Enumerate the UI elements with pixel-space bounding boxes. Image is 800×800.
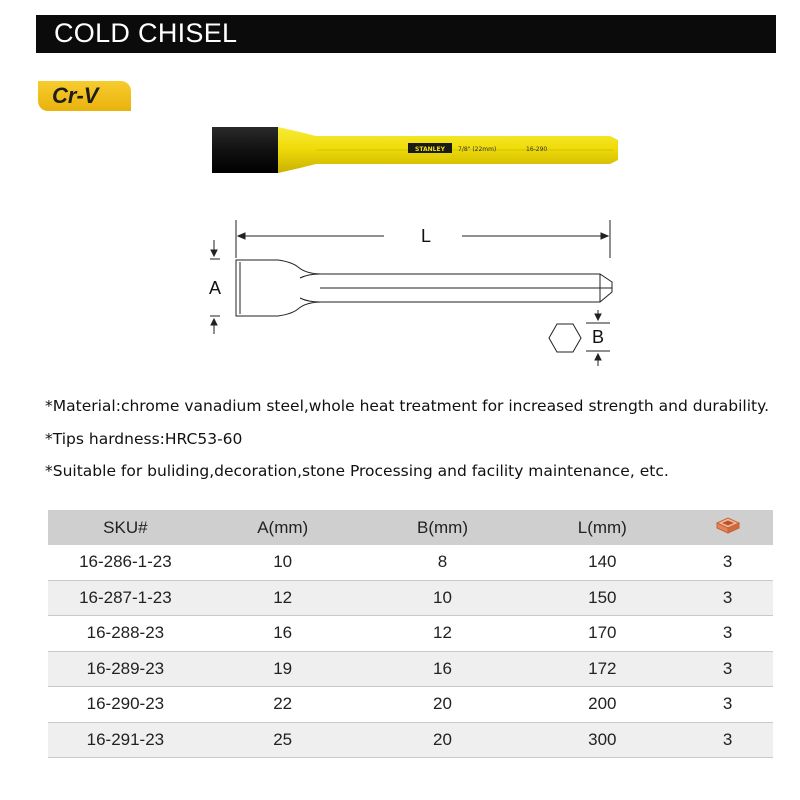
header-b: B(mm) <box>363 510 523 545</box>
size-mark: 7/8" (22mm) <box>458 146 497 153</box>
cell-sku: 16-286-1-23 <box>48 545 203 580</box>
note-material: *Material:chrome vanadium steel,whole heat treatment for increased strength and durability. <box>45 397 770 415</box>
cell-a: 12 <box>203 580 363 616</box>
chisel-tip <box>212 127 278 173</box>
spec-table <box>48 510 773 758</box>
cell-l: 172 <box>522 651 682 687</box>
cell-l: 140 <box>522 545 682 580</box>
title-bar <box>36 15 776 53</box>
cell-b: 10 <box>363 580 523 616</box>
cell-b: 8 <box>363 545 523 580</box>
table-row <box>48 651 773 687</box>
cell-a: 19 <box>203 651 363 687</box>
table-row <box>48 616 773 652</box>
cell-qty: 3 <box>682 722 773 758</box>
page-title: COLD CHISEL <box>54 18 238 48</box>
cell-a: 10 <box>203 545 363 580</box>
product-notes <box>45 390 769 488</box>
cell-sku: 16-287-1-23 <box>48 580 203 616</box>
cell-b: 16 <box>363 651 523 687</box>
cell-a: 22 <box>203 687 363 723</box>
header-sku: SKU# <box>48 510 203 545</box>
cell-l: 170 <box>522 616 682 652</box>
cell-l: 200 <box>522 687 682 723</box>
cell-qty: 3 <box>682 545 773 580</box>
dimension-label-a: A <box>208 278 222 298</box>
box-icon <box>714 514 742 536</box>
cell-sku: 16-289-23 <box>48 651 203 687</box>
cell-b: 20 <box>363 687 523 723</box>
header-a: A(mm) <box>203 510 363 545</box>
header-qty <box>682 510 773 545</box>
cell-a: 16 <box>203 616 363 652</box>
cell-qty: 3 <box>682 687 773 723</box>
table-row <box>48 687 773 723</box>
cell-sku: 16-288-23 <box>48 616 203 652</box>
note-usage: *Suitable for buliding,decoration,stone Processing and facility maintenance, etc. <box>45 462 669 480</box>
cell-b: 12 <box>363 616 523 652</box>
cell-b: 20 <box>363 722 523 758</box>
cell-qty: 3 <box>682 616 773 652</box>
dimension-label-l: L <box>420 226 432 246</box>
cell-a: 25 <box>203 722 363 758</box>
cell-qty: 3 <box>682 651 773 687</box>
table-row <box>48 722 773 758</box>
note-hardness: *Tips hardness:HRC53-60 <box>45 429 243 448</box>
material-badge <box>38 81 131 111</box>
chisel-product-image <box>208 120 628 180</box>
table-header-row <box>48 510 773 545</box>
cell-l: 300 <box>522 722 682 758</box>
brand-mark: STANLEY <box>415 146 445 153</box>
cell-sku: 16-291-23 <box>48 722 203 758</box>
dimension-diagram <box>200 212 630 372</box>
model-mark: 16-290 <box>526 146 548 153</box>
dimension-label-b: B <box>591 327 605 347</box>
cell-qty: 3 <box>682 580 773 616</box>
table-row <box>48 545 773 580</box>
material-badge-label: Cr-V <box>52 83 99 108</box>
header-l: L(mm) <box>522 510 682 545</box>
cell-l: 150 <box>522 580 682 616</box>
cell-sku: 16-290-23 <box>48 687 203 723</box>
table-row <box>48 580 773 616</box>
